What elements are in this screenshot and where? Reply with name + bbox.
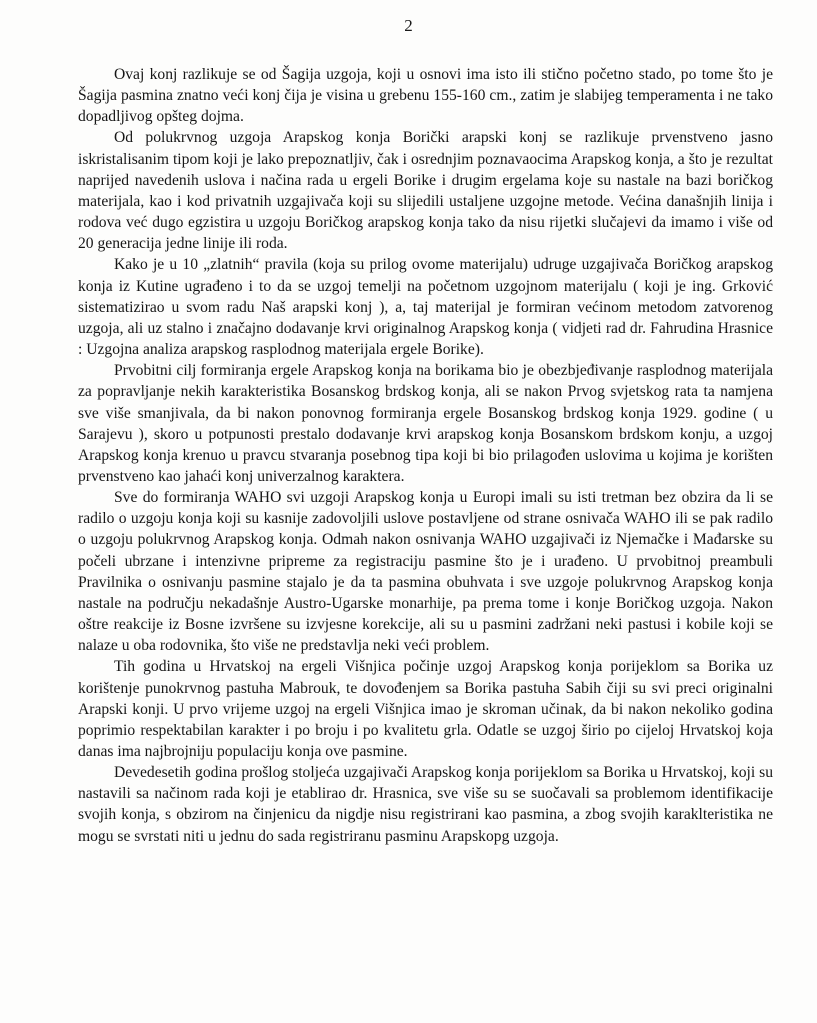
- paragraph-7: Devedesetih godina prošlog stoljeća uzgajivači Arapskog konja porijeklom sa Borika u Hrvatskoj, koji su nastavili sa načinom rada koji je etablirao dr. Hrasnica, sve više su se suočavali sa problemom identifikacije svojih konja, s obzirom na činjenicu da nigdje nisu registrirani kao pasmina, a zbog svojih karaklteristika ne mogu se svrstati niti u jednu do sada registriranu pasminu Arapskopg uzgoja.: [78, 764, 773, 845]
- document-body: [78, 64, 773, 847]
- page-number: 2: [404, 16, 413, 35]
- paragraph-5: Sve do formiranja WAHO svi uzgoji Arapskog konja u Europi imali su isti tretman bez obzira da li se radilo o uzgoju konja koji su kasnije zadovoljili uslove postavljene od strane osnivača WAHO ili se pak radilo o uzgoju polukrvnog Arapskog konja. Odmah nakon osnivanja WAHO uzgajivači iz Njemačke i Mađarske su počeli ubrzane i intenzivne pripreme za registraciju pasmine što je i urađeno. U prvobitnoj preambuli Pravilnika o osnivanju pasmine stajalo je da ta pasmina obuhvata i sve uzgoje polukrvnog Arapskog konja nastale na području nekadašnje Austro-Ugarske monarhije, pa prema tome i konje Boričkog uzgoja. Nakon oštre reakcije iz Bosne izvršene su izvjesne korekcije, ali su u pasmini zadržani neki pastusi i kobile koji se nalaze u oba rodovnika, što više ne predstavlja neki veći problem.: [78, 489, 773, 655]
- paragraph-2: Od polukrvnog uzgoja Arapskog konja Borički arapski konj se razlikuje prvenstveno jasno iskristalisanim tipom koji je lako prepoznatljiv, čak i osrednjim poznavaocima Arapskog konja, a što je rezultat naprijed navedenih uslova i načina rada u ergeli Borike i drugim ergelama koje su nastale na bazi boričkog materijala, kao i kod privatnih uzgajivača koji su slijedili ustaljene uzgojne metode. Većina današnjih linija i rodova već dugo egzistira u uzgoju Boričkog arapskog konja tako da nisu rijetki slučajevi da imamo i više od 20 generacija jedne linije ili roda.: [78, 129, 773, 253]
- paragraph-4: Prvobitni cilj formiranja ergele Arapskog konja na borikama bio je obezbjeđivanje rasplodnog materijala za popravljanje nekih karakteristika Bosanskog brdskog konja, ali se nakon Prvog svjetskog rata ta namjena sve više smanjivala, da bi nakon ponovnog formiranja ergele Bosanskog brdskog konja 1929. godine ( u Sarajevu ), skoro u potpunosti prestalo dodavanje krvi arapskog konja Bosanskom brdskom konju, a uzgoj Arapskog konja krenuo u pravcu stvaranja posebnog tipa koji bi bio prilagođen uslovima u kojima je korišten prvenstveno kao jahaći konj univerzalnog karaktera.: [78, 362, 773, 485]
- paragraph-6: Tih godina u Hrvatskoj na ergeli Višnjica počinje uzgoj Arapskog konja porijeklom sa Borika uz korištenje punokrvnog pastuha Mabrouk, te dovođenjem sa Borika pastuha Sabih čiji su svi preci originalni Arapski konji. U prvo vrijeme uzgoj na ergeli Višnjica imao je skroman učinak, da bi nakon nekoliko godina poprimio respektabilan karakter i po broju i po kvalitetu grla. Odatle se uzgoj širio po cijeloj Hrvatskoj koja danas ima najbrojniju populaciju konja ove pasmine.: [78, 658, 773, 760]
- paragraph-3: Kako je u 10 „zlatnih“ pravila (koja su prilog ovome materijalu) udruge uzgajivača Boričkog arapskog konja iz Kutine ugrađeno i to da se uzgoj temelji na početnom uzgojnom materijalu ( koji je ing. Grković sistematizirao u svom radu Naš arapski konj ), a, taj materijal je formiran većinom metodom zatvorenog uzgoja, ali uz stalno i značajno dodavanje krvi originalnog Arapskog konja ( vidjeti rad dr. Fahrudina Hrasnice : Uzgojna analiza arapskog rasplodnog materijala ergele Borike).: [78, 256, 773, 359]
- paragraph-1: Ovaj konj razlikuje se od Šagija uzgoja, koji u osnovi ima isto ili stično početno stado, po tome što je Šagija pasmina znatno veći konj čija je visina u grebenu 155-160 cm., zatim je slabijeg temperamenta i ne tako dopadljivog opšteg dojma.: [78, 66, 773, 126]
